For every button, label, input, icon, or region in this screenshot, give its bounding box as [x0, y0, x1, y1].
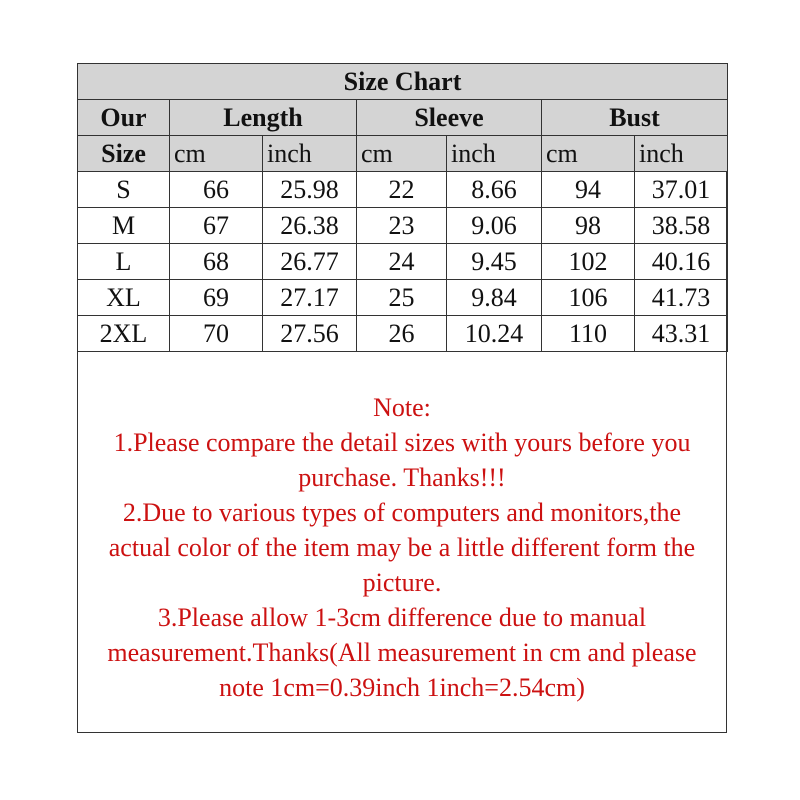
- size-cell: S: [78, 172, 170, 208]
- value-cell: 25.98: [263, 172, 357, 208]
- value-cell: 94: [542, 172, 635, 208]
- size-header-top: Our: [78, 100, 170, 136]
- unit-header: cm: [542, 136, 635, 172]
- table-row: [78, 172, 728, 208]
- table-row: [78, 208, 728, 244]
- size-cell: L: [78, 244, 170, 280]
- value-cell: 27.17: [263, 280, 357, 316]
- value-cell: 110: [542, 316, 635, 352]
- value-cell: 26: [357, 316, 447, 352]
- value-cell: 98: [542, 208, 635, 244]
- unit-header: cm: [170, 136, 263, 172]
- table-row: [78, 316, 728, 352]
- table-row: [78, 244, 728, 280]
- length-header: Length: [170, 100, 357, 136]
- value-cell: 106: [542, 280, 635, 316]
- table-row: [78, 280, 728, 316]
- value-cell: 27.56: [263, 316, 357, 352]
- chart-title: Size Chart: [78, 64, 728, 100]
- note-line: purchase. Thanks!!!: [298, 463, 506, 492]
- value-cell: 40.16: [635, 244, 728, 280]
- value-cell: 26.38: [263, 208, 357, 244]
- note-line: picture.: [362, 568, 442, 597]
- unit-header: cm: [357, 136, 447, 172]
- value-cell: 24: [357, 244, 447, 280]
- sleeve-header: Sleeve: [357, 100, 542, 136]
- note-line: measurement.Thanks(All measurement in cm and please: [107, 638, 697, 667]
- value-cell: 68: [170, 244, 263, 280]
- value-cell: 9.06: [447, 208, 542, 244]
- notes-block: [77, 390, 727, 705]
- value-cell: 41.73: [635, 280, 728, 316]
- note-line: actual color of the item may be a little different form the: [108, 533, 696, 562]
- note-line: 1.Please compare the detail sizes with yours before you: [113, 428, 691, 457]
- size-cell: XL: [78, 280, 170, 316]
- value-cell: 25: [357, 280, 447, 316]
- unit-header: inch: [263, 136, 357, 172]
- value-cell: 23: [357, 208, 447, 244]
- size-cell: 2XL: [78, 316, 170, 352]
- note-line: 2.Due to various types of computers and monitors,the: [122, 498, 682, 527]
- unit-header: inch: [635, 136, 728, 172]
- value-cell: 67: [170, 208, 263, 244]
- note-heading: Note:: [373, 393, 431, 422]
- value-cell: 102: [542, 244, 635, 280]
- size-cell: M: [78, 208, 170, 244]
- value-cell: 26.77: [263, 244, 357, 280]
- value-cell: 69: [170, 280, 263, 316]
- note-line: 3.Please allow 1-3cm difference due to manual: [157, 603, 647, 632]
- value-cell: 38.58: [635, 208, 728, 244]
- unit-header: inch: [447, 136, 542, 172]
- note-line: note 1cm=0.39inch 1inch=2.54cm): [219, 673, 585, 702]
- size-chart-table: [77, 63, 728, 352]
- value-cell: 9.84: [447, 280, 542, 316]
- value-cell: 9.45: [447, 244, 542, 280]
- bust-header: Bust: [542, 100, 728, 136]
- value-cell: 70: [170, 316, 263, 352]
- value-cell: 22: [357, 172, 447, 208]
- value-cell: 37.01: [635, 172, 728, 208]
- size-header-bottom: Size: [78, 136, 170, 172]
- value-cell: 43.31: [635, 316, 728, 352]
- value-cell: 10.24: [447, 316, 542, 352]
- value-cell: 8.66: [447, 172, 542, 208]
- value-cell: 66: [170, 172, 263, 208]
